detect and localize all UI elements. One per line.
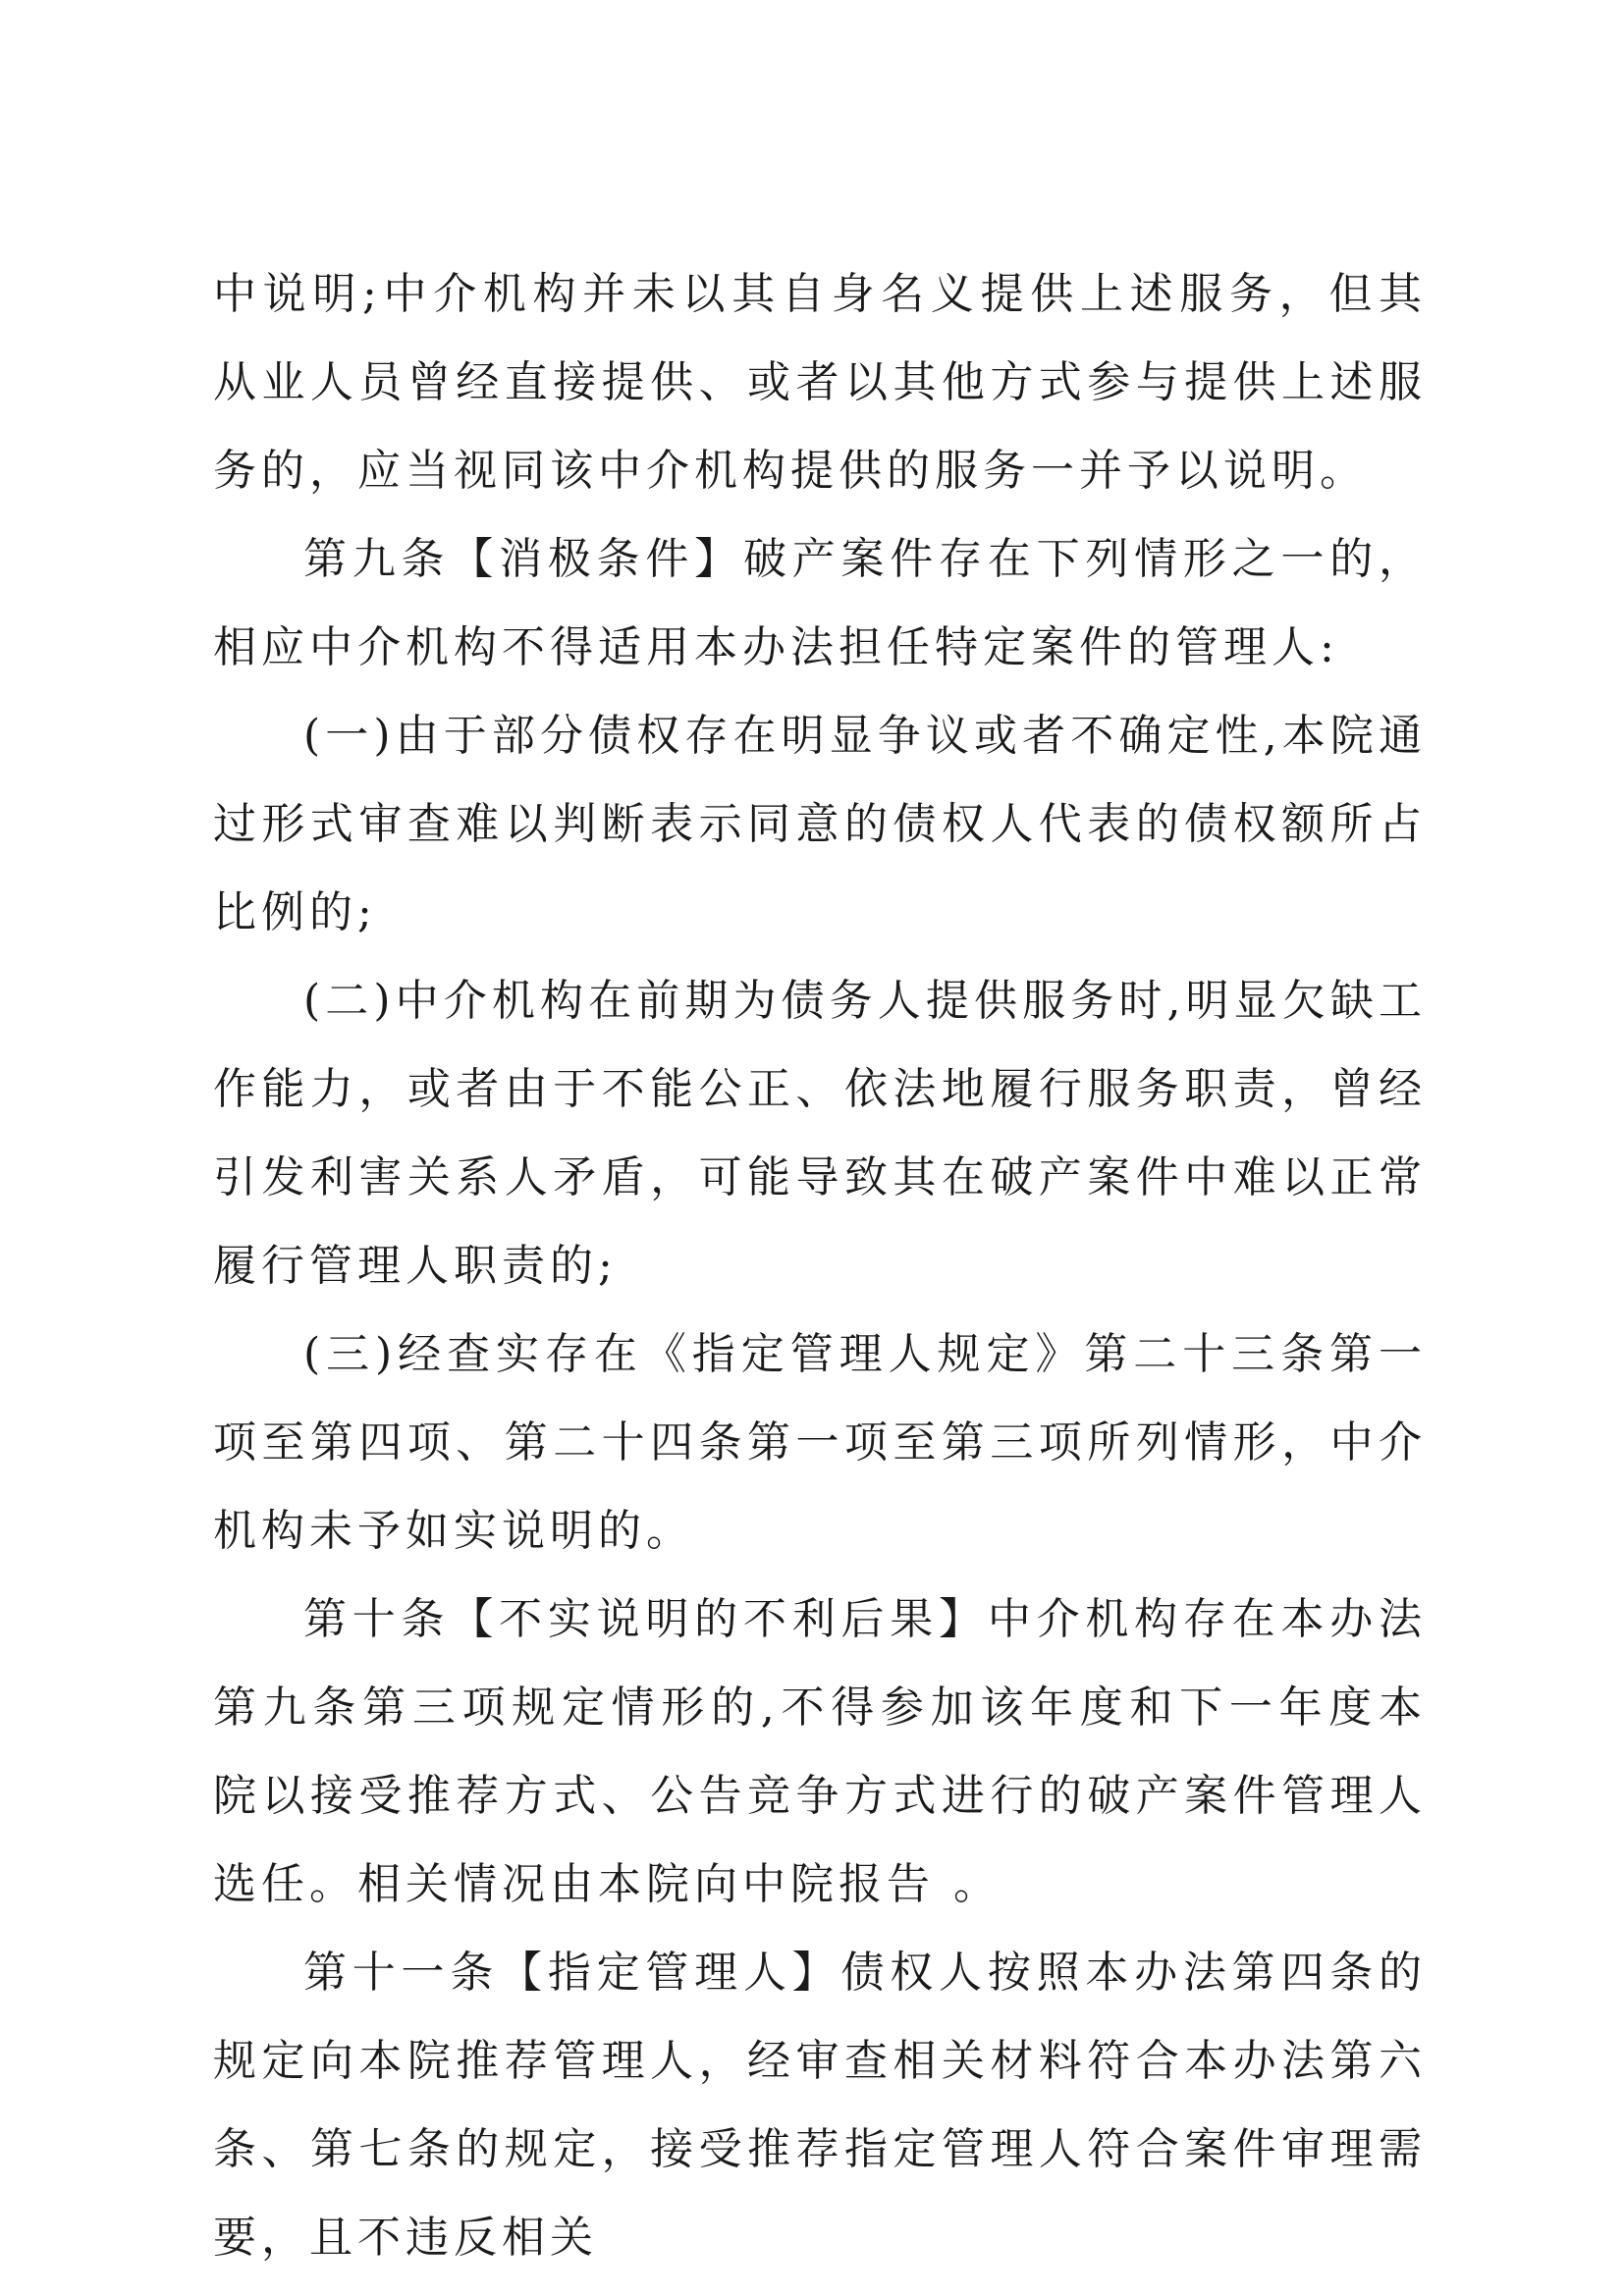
- body-text: [213, 250, 1427, 2282]
- paragraph-continuation: 中说明;中介机构并未以其自身名义提供上述服务，但其从业人员曾经直接提供、或者以其他方式参与提供上述服务的，应当视同该中介机构提供的服务一并予以说明。: [213, 269, 1427, 496]
- paragraph-item-1: (一)由于部分债权存在明显争议或者不确定性,本院通过形式审查难以判断表示同意的债权人代表的债权额所占比例的;: [213, 711, 1427, 937]
- paragraph-article-9: 第九条【消极条件】破产案件存在下列情形之一的，相应中介机构不得适用本办法担任特定案件的管理人:: [213, 534, 1427, 672]
- paragraph-item-2: (二)中介机构在前期为债务人提供服务时,明显欠缺工作能力，或者由于不能公正、依法地履行服务职责，曾经引发利害关系人矛盾，可能导致其在破产案件中难以正常履行管理人职责的;: [213, 976, 1427, 1291]
- paragraph-article-10: 第十条【不实说明的不利后果】中介机构存在本办法第九条第三项规定情形的,不得参加该年度和下一年度本院以接受推荐方式、公告竞争方式进行的破产案件管理人选任。相关情况由本院向中院报告 。: [213, 1594, 1427, 1909]
- paragraph-item-3: (三)经查实存在《指定管理人规定》第二十三条第一项至第四项、第二十四条第一项至第三项所列情形，中介机构未予如实说明的。: [213, 1329, 1427, 1556]
- paragraph-article-11: 第十一条【指定管理人】债权人按照本办法第四条的规定向本院推荐管理人，经审查相关材料符合本办法第六条、第七条的规定，接受推荐指定管理人符合案件审理需要，且不违反相关: [213, 1948, 1427, 2263]
